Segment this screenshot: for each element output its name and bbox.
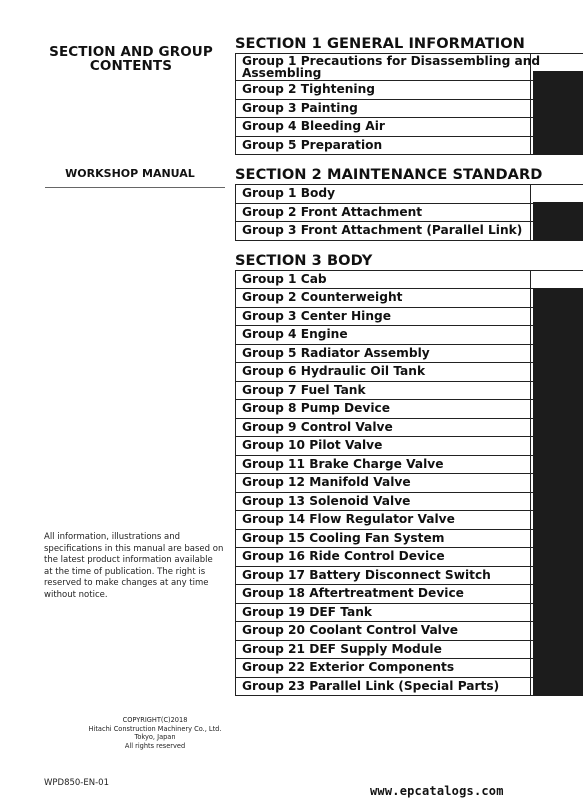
group-cell[interactable]	[235, 118, 531, 136]
contents-heading	[40, 45, 222, 73]
group-label-line: Group 5 Radiator Assembly	[242, 345, 430, 360]
group-row[interactable]	[235, 659, 583, 678]
section-title: SECTION 3 BODY	[235, 251, 373, 269]
group-row[interactable]	[235, 137, 583, 156]
group-cell[interactable]	[235, 548, 531, 566]
group-row[interactable]	[235, 118, 583, 137]
section-index-tab	[533, 202, 583, 241]
group-row[interactable]	[235, 345, 583, 364]
group-row[interactable]	[235, 326, 583, 345]
group-row[interactable]	[235, 530, 583, 549]
disclaimer-line: without notice.	[44, 589, 108, 600]
group-cell[interactable]	[235, 289, 531, 307]
group-label[interactable]	[242, 421, 526, 434]
group-cell[interactable]	[235, 308, 531, 326]
copyright-line: Tokyo, Japan	[134, 733, 176, 742]
group-row[interactable]	[235, 222, 583, 241]
group-label[interactable]	[242, 550, 526, 563]
section-gap	[235, 155, 583, 166]
group-row[interactable]	[235, 419, 583, 438]
watermark-url: www.epcatalogs.com	[370, 784, 504, 798]
group-label[interactable]	[242, 606, 526, 619]
group-row[interactable]	[235, 604, 583, 623]
group-cell[interactable]	[235, 382, 531, 400]
group-row[interactable]	[235, 474, 583, 493]
group-row[interactable]	[235, 204, 583, 223]
section-index-tab	[533, 288, 583, 697]
group-label-line: Group 3 Center Hinge	[242, 308, 392, 323]
group-cell[interactable]	[235, 185, 531, 203]
group-cell[interactable]	[235, 456, 531, 474]
group-cell[interactable]	[235, 659, 531, 677]
section-gap	[235, 241, 583, 252]
group-cell[interactable]	[235, 530, 531, 548]
group-row[interactable]	[235, 100, 583, 119]
group-label-line: Group 5 Preparation	[242, 137, 383, 152]
group-label-line: Group 4 Engine	[242, 327, 348, 341]
group-label-line: Group 7 Fuel Tank	[242, 382, 366, 397]
group-label-line: Group 2 Front Attachment	[242, 204, 423, 219]
group-label-line: Group 20 Coolant Control Valve	[242, 623, 459, 637]
group-label[interactable]	[242, 513, 526, 526]
group-list	[235, 184, 583, 241]
group-label[interactable]	[242, 291, 526, 304]
group-label-line: Group 18 Aftertreatment Device	[242, 586, 464, 600]
section-index-tab	[533, 71, 583, 155]
group-row[interactable]	[235, 567, 583, 586]
group-label[interactable]	[242, 224, 526, 237]
group-row[interactable]	[235, 641, 583, 660]
group-label-line: Group 11 Brake Charge Valve	[242, 456, 444, 471]
group-cell[interactable]	[235, 678, 531, 696]
group-cell[interactable]	[235, 419, 531, 437]
group-list	[235, 53, 583, 155]
group-list	[235, 270, 583, 697]
group-row[interactable]	[235, 585, 583, 604]
group-label[interactable]	[242, 661, 526, 674]
group-label-line: Group 23 Parallel Link (Special Parts)	[242, 678, 500, 693]
group-label[interactable]	[242, 328, 526, 341]
group-label[interactable]	[242, 587, 526, 600]
group-cell[interactable]	[235, 474, 531, 492]
section-title: SECTION 1 GENERAL INFORMATION	[235, 35, 525, 52]
group-row[interactable]	[235, 271, 583, 290]
group-label-line: Group 3 Front Attachment (Parallel Link)	[242, 223, 523, 237]
group-cell[interactable]	[235, 137, 531, 155]
group-label-line: Group 2 Counterweight	[242, 290, 403, 304]
group-label[interactable]	[242, 384, 526, 397]
group-row[interactable]	[235, 622, 583, 641]
group-cell[interactable]	[235, 81, 531, 99]
divider	[45, 187, 225, 188]
document-code: WPD850-EN-01	[44, 778, 109, 788]
group-cell[interactable]	[235, 641, 531, 659]
group-row[interactable]	[235, 678, 583, 697]
group-cell[interactable]	[235, 100, 531, 118]
group-label-line: Assembling	[242, 66, 322, 80]
workshop-manual-label: WORKSHOP MANUAL	[65, 167, 195, 180]
group-label[interactable]	[242, 569, 526, 582]
group-label-line: Group 9 Control Valve	[242, 419, 393, 434]
group-label[interactable]	[242, 365, 526, 378]
group-cell[interactable]	[235, 567, 531, 585]
group-cell[interactable]	[235, 585, 531, 603]
group-cell[interactable]	[235, 400, 531, 418]
group-cell[interactable]	[235, 363, 531, 381]
group-label-line: Group 10 Pilot Valve	[242, 438, 383, 452]
group-label[interactable]	[242, 680, 526, 693]
contents-list	[235, 35, 583, 696]
disclaimer-line: All information, illustrations and	[44, 532, 181, 542]
group-cell[interactable]	[235, 345, 531, 363]
group-label-line: Group 17 Battery Disconnect Switch	[242, 567, 491, 582]
group-cell[interactable]	[235, 54, 541, 80]
disclaimer-text	[44, 532, 224, 601]
contents-heading-line-1: SECTION AND GROUP	[49, 44, 213, 60]
group-label[interactable]	[242, 624, 526, 637]
group-label[interactable]	[242, 402, 526, 415]
group-row[interactable]	[235, 185, 583, 204]
group-cell[interactable]	[235, 271, 531, 289]
copyright-line: COPYRIGHT(C)2018	[122, 716, 188, 724]
group-label[interactable]	[242, 206, 526, 219]
group-label[interactable]	[242, 102, 526, 115]
group-label[interactable]	[242, 532, 526, 545]
group-label[interactable]	[242, 187, 526, 200]
group-cell[interactable]	[235, 511, 531, 529]
group-label-line: Group 12 Manifold Valve	[242, 475, 411, 489]
group-label[interactable]	[242, 495, 526, 508]
group-row[interactable]	[235, 548, 583, 567]
workshop-manual-block	[45, 167, 225, 188]
group-label[interactable]	[242, 273, 526, 286]
section-title: SECTION 2 MAINTENANCE STANDARD	[235, 166, 543, 183]
group-cell[interactable]	[235, 604, 531, 622]
group-row[interactable]	[235, 511, 583, 530]
disclaimer-line: reserved to make changes at any time	[44, 578, 209, 588]
group-label-line: Group 22 Exterior Components	[242, 660, 455, 674]
group-cell[interactable]	[235, 204, 531, 222]
group-row[interactable]	[235, 493, 583, 512]
group-label[interactable]	[242, 347, 526, 360]
group-label[interactable]	[242, 643, 526, 656]
group-row[interactable]	[235, 382, 583, 401]
group-cell[interactable]	[235, 437, 531, 455]
group-label-line: Group 15 Cooling Fan System	[242, 530, 445, 545]
disclaimer-line: at the time of publication. The right is	[44, 566, 206, 577]
group-label-line: Group 21 DEF Supply Module	[242, 641, 442, 656]
copyright-block	[70, 716, 240, 751]
disclaimer-line: the latest product information available	[44, 555, 213, 565]
group-cell[interactable]	[235, 326, 531, 344]
group-label-line: Group 1 Body	[242, 186, 336, 200]
group-label-line: Group 14 Flow Regulator Valve	[242, 512, 455, 526]
group-label-line: Group 8 Pump Device	[242, 401, 391, 415]
group-row[interactable]	[235, 54, 583, 81]
group-row[interactable]	[235, 81, 583, 100]
group-label[interactable]	[242, 54, 541, 80]
group-label[interactable]	[242, 120, 526, 133]
group-label[interactable]	[242, 139, 526, 152]
group-row[interactable]	[235, 437, 583, 456]
group-label[interactable]	[242, 310, 526, 323]
copyright-line: Hitachi Construction Machinery Co., Ltd.	[88, 724, 222, 733]
group-row[interactable]	[235, 400, 583, 419]
disclaimer-line: specifications in this manual are based on	[44, 543, 224, 554]
group-label-line: Group 16 Ride Control Device	[242, 549, 445, 563]
group-label[interactable]	[242, 476, 526, 489]
group-row[interactable]	[235, 289, 583, 308]
group-label[interactable]	[242, 439, 526, 452]
group-cell[interactable]	[235, 622, 531, 640]
group-cell[interactable]	[235, 493, 531, 511]
group-label-line: Group 19 DEF Tank	[242, 604, 372, 619]
group-label[interactable]	[242, 458, 526, 471]
group-label-line: Group 1 Precautions for Disassembling and	[242, 54, 541, 68]
copyright-line: All rights reserved	[124, 742, 186, 751]
group-cell[interactable]	[235, 222, 531, 240]
group-label-line: Group 2 Tightening	[242, 82, 375, 96]
contents-heading-line-2: CONTENTS	[89, 58, 173, 74]
group-label-line: Group 6 Hydraulic Oil Tank	[242, 364, 426, 378]
group-row[interactable]	[235, 456, 583, 475]
group-label-line: Group 1 Cab	[242, 271, 327, 286]
group-label-line: Group 4 Bleeding Air	[242, 119, 385, 133]
group-row[interactable]	[235, 363, 583, 382]
group-row[interactable]	[235, 308, 583, 327]
group-label-line: Group 3 Painting	[242, 100, 358, 115]
group-label[interactable]	[242, 83, 526, 96]
group-label-line: Group 13 Solenoid Valve	[242, 493, 411, 508]
